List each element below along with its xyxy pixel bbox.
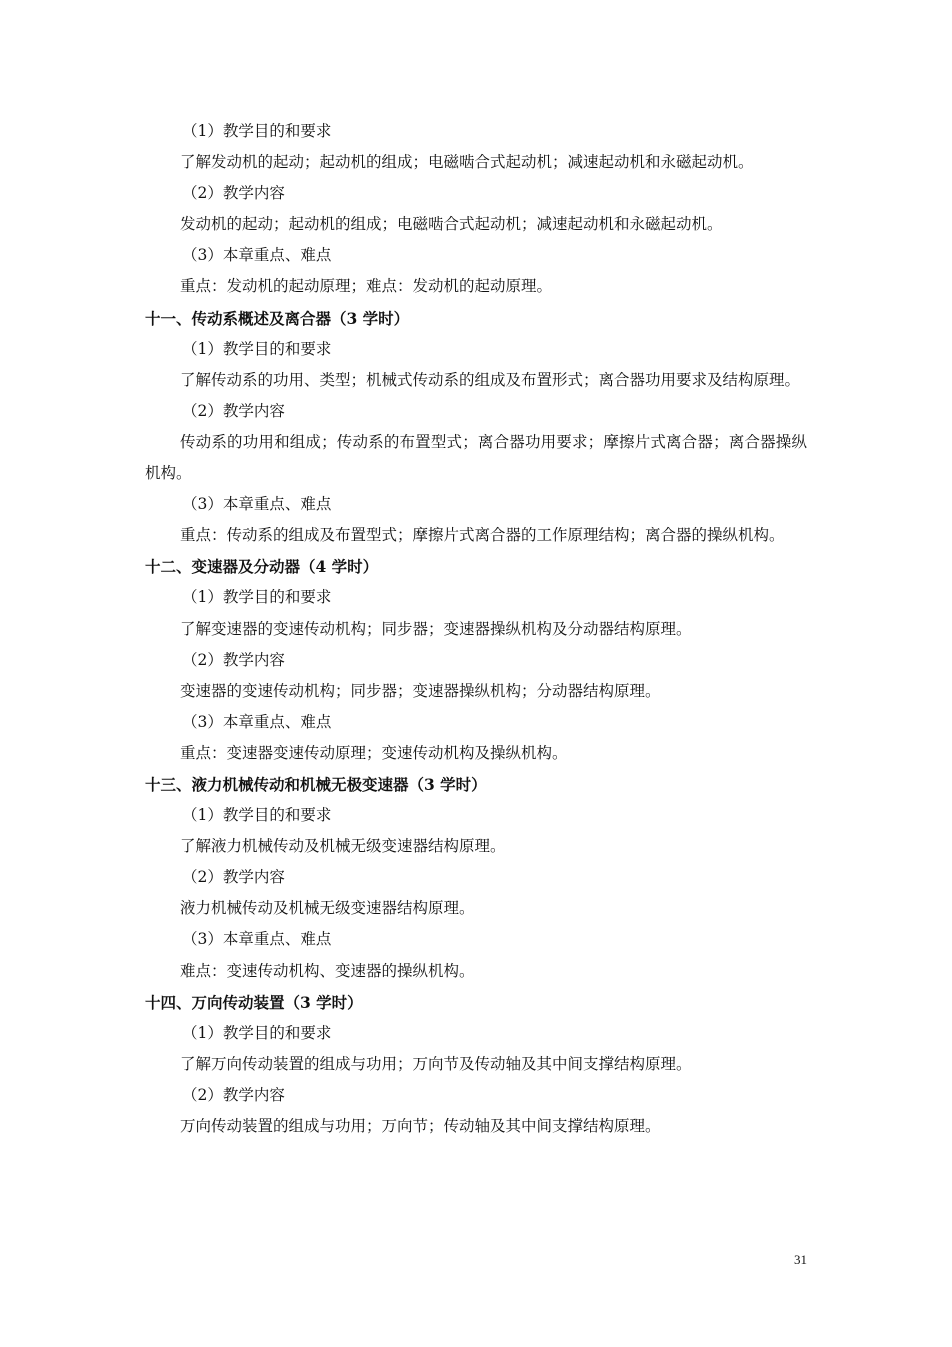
subheading-goals: （1）教学目的和要求 [182, 122, 332, 140]
page-number: 31 [794, 1252, 807, 1267]
subheading-goals: （1）教学目的和要求 [182, 588, 332, 607]
content-text: 万向传动装置的组成与功用；万向节；传动轴及其中间支撑结构原理。 [180, 1117, 661, 1135]
goals-text: 了解传动系的功用、类型；机械式传动系的组成及布置形式；离合器功用要求及结构原理。 [180, 370, 801, 389]
subheading-goals: （1）教学目的和要求 [182, 339, 332, 358]
subheading-key-points: （3）本章重点、难点 [182, 495, 332, 514]
goals-text: 了解液力机械传动及机械无级变速器结构原理。 [180, 837, 506, 856]
subheading-goals: （1）教学目的和要求 [182, 806, 332, 825]
page-content [145, 116, 807, 1142]
content-text: 变速器的变速传动机构；同步器；变速器操纵机构；分动器结构原理。 [180, 681, 661, 700]
key-points-text: 重点：传动系的组成及布置型式；摩擦片式离合器的工作原理结构；离合器的操纵机构。 [180, 526, 785, 545]
content-text: 液力机械传动及机械无级变速器结构原理。 [180, 899, 475, 918]
key-points-text: 重点：发动机的起动原理；难点：发动机的起动原理。 [180, 277, 553, 296]
subheading-key-points: （3）本章重点、难点 [182, 712, 332, 731]
section-title: 十四、万向传动装置（3 学时） [145, 992, 363, 1012]
section-starter-continued [145, 116, 807, 303]
subheading-content: （2）教学内容 [182, 868, 285, 887]
section-13 [145, 769, 807, 987]
subheading-content: （2）教学内容 [182, 1085, 285, 1104]
goals-text: 了解变速器的变速传动机构；同步器；变速器操纵机构及分动器结构原理。 [180, 619, 692, 638]
section-12 [145, 551, 807, 769]
goals-text: 了解发动机的起动；起动机的组成；电磁啮合式起动机；减速起动机和永磁起动机。 [180, 153, 754, 172]
section-11 [145, 303, 807, 552]
subheading-content: （2）教学内容 [182, 401, 285, 420]
subheading-content: （2）教学内容 [182, 184, 285, 203]
subheading-goals: （1）教学目的和要求 [182, 1023, 332, 1042]
section-title: 十二、变速器及分动器（4 学时） [145, 557, 379, 577]
subheading-key-points: （3）本章重点、难点 [182, 246, 332, 265]
section-14 [145, 987, 807, 1142]
subheading-key-points: （3）本章重点、难点 [182, 930, 332, 949]
goals-text: 了解万向传动装置的组成与功用；万向节及传动轴及其中间支撑结构原理。 [180, 1054, 692, 1073]
content-text: 发动机的起动；起动机的组成；电磁啮合式起动机；减速起动机和永磁起动机。 [180, 215, 723, 234]
section-title: 十一、传动系概述及离合器（3 学时） [145, 308, 410, 328]
key-points-text: 重点：变速器变速传动原理；变速传动机构及操纵机构。 [180, 743, 568, 762]
content-text: 传动系的功用和组成；传动系的布置型式；离合器功用要求；摩擦片式离合器；离合器操纵机构。 [145, 432, 807, 483]
subheading-content: （2）教学内容 [182, 650, 285, 669]
section-title: 十三、液力机械传动和机械无极变速器（3 学时） [145, 774, 487, 794]
key-points-text: 难点：变速传动机构、变速器的操纵机构。 [180, 961, 475, 980]
